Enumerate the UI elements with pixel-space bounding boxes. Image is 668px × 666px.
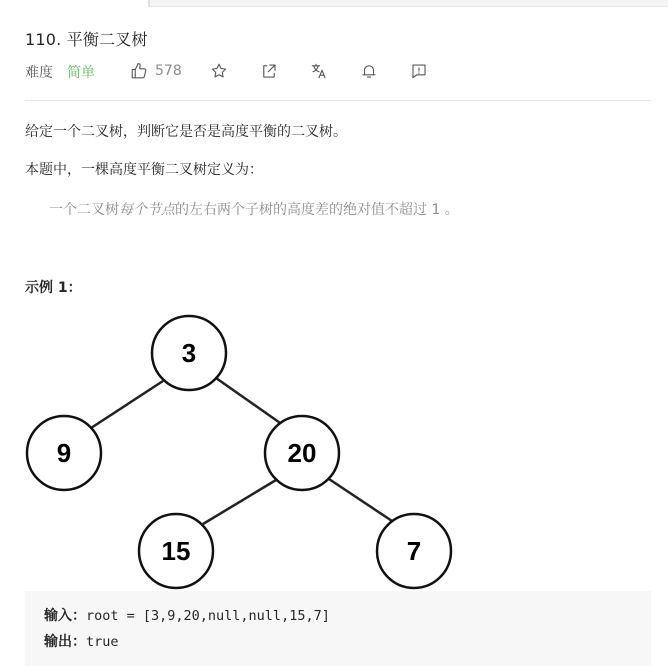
tree-node-root [152,316,226,390]
binary-tree-diagram [0,300,668,591]
quote-text-pre: 一个二叉树 [49,202,119,218]
tree-edge-3-9 [91,381,163,428]
tree-node-right-right [377,514,451,588]
like-count: 578 [155,63,182,79]
feedback-button[interactable] [410,60,428,82]
input-value: root = [3,9,20,null,null,15,7] [86,608,330,624]
tree-edge-3-20 [216,378,283,425]
problem-meta-row [25,60,645,82]
tree-edge-20-15 [203,480,276,524]
example-output-line [44,631,119,651]
tree-node-label: 3 [181,338,197,368]
tree-node-left [27,416,101,490]
star-icon [210,62,228,80]
tree-edge-20-7 [329,479,392,521]
example-input-line [44,605,330,625]
thumbs-up-icon [130,62,148,80]
description-line-2: 本题中，一棵高度平衡二叉树定义为： [25,162,263,178]
tree-node-right [265,416,339,490]
top-tab-strip [0,0,668,7]
input-label: 输入： [44,608,86,624]
translate-icon [310,62,328,80]
share-icon [260,62,278,80]
difficulty-label: 难度 [25,65,53,81]
bell-icon [360,62,378,80]
tree-node-label: 20 [287,438,317,468]
header-divider [25,100,651,101]
share-button[interactable] [260,60,278,82]
quote-emphasis: 每个节点 [119,202,175,218]
output-value: true [86,634,119,650]
problem-title: 110. 平衡二叉树 [25,30,148,49]
favorite-button[interactable] [210,60,228,82]
tree-node-label: 15 [161,536,191,566]
output-label: 输出： [44,634,86,650]
definition-quote [49,199,459,219]
like-button[interactable] [130,60,182,82]
quote-text-post: 的左右两个子树的高度差的绝对值不超过 1 。 [175,202,459,218]
description-line-1: 给定一个二叉树，判断它是否是高度平衡的二叉树。 [25,124,347,140]
tree-node-right-left [139,514,213,588]
example-code-block [25,591,651,666]
subscribe-button[interactable] [360,60,378,82]
tree-node-label: 9 [56,438,72,468]
translate-button[interactable] [310,60,328,82]
example-title: 示例 1： [25,280,82,296]
feedback-icon [410,62,428,80]
tab-bar [150,0,668,7]
difficulty-badge[interactable]: 简单 [67,65,95,81]
tree-node-label: 7 [406,536,422,566]
